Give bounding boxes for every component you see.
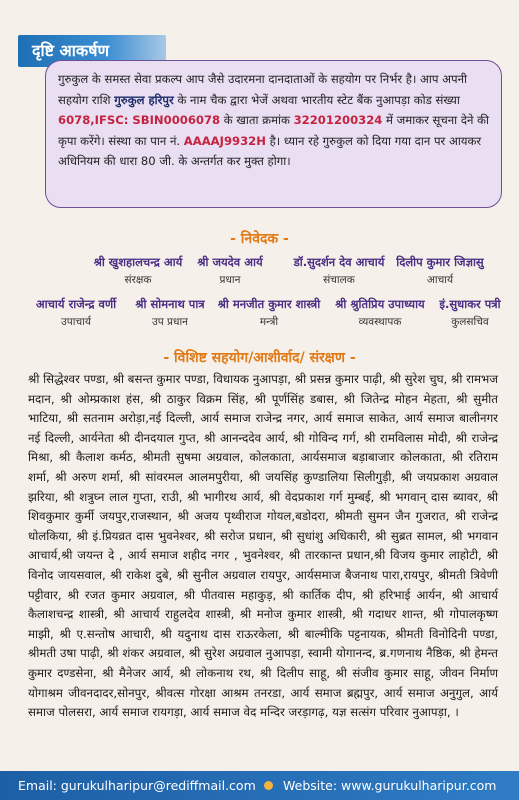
appeal-text-1: गुरुकुल के समस्त सेवा प्रकल्प आप जैसे उदारमना दानदाताओं के सहयोग पर निर्भर है। आप अपनी सहयोग राशि bbox=[58, 72, 468, 107]
signatory-role: संचालक bbox=[323, 274, 355, 286]
signatory-name: श्री जयदेव आर्य bbox=[197, 255, 263, 269]
appeal-text-2: के नाम चैक द्वारा भेजें अथवा भारतीय स्टेट बैंक नुआपड़ा कोड संख्या bbox=[173, 92, 460, 107]
appeal-payee: गुरुकुल हरिपुर bbox=[114, 92, 174, 107]
nivedak-heading: - निवेदक - bbox=[230, 231, 289, 247]
signatory-name: डॉ.सुदर्शन देव आचार्य bbox=[293, 255, 385, 269]
signatory bbox=[318, 297, 442, 329]
donation-appeal-box bbox=[45, 60, 502, 208]
signatory-name: श्री श्रुतिप्रिय उपाध्याय bbox=[335, 297, 425, 311]
signatory-role: मन्त्री bbox=[259, 316, 279, 328]
signatory-role: उपाचार्य bbox=[61, 316, 91, 328]
signatory-role: संरक्षक bbox=[124, 274, 152, 286]
appeal-pan: AAAAJ9932H bbox=[183, 133, 266, 148]
signatory-role: कुलसचिव bbox=[451, 316, 489, 328]
appeal-text-5: है। ध्यान रहे गुरुकुल को दिया गया दान पर आयकर अधिनियम की धारा 80 जी. के अन्तर्गत कर मुक्त होगा। bbox=[58, 133, 482, 168]
signatory-role: आचार्य bbox=[426, 274, 454, 286]
footer-email[interactable]: Email: gurukulharipur@rediffmail.com bbox=[18, 778, 256, 793]
signatory-name: श्री मनजीत कुमार शास्त्री bbox=[217, 297, 321, 311]
footer bbox=[0, 771, 519, 800]
vishisht-heading: - विशिष्ट सहयोग/आशीर्वाद/ संरक्षण - bbox=[163, 350, 356, 366]
signatory-name: श्री खुशहालचन्द्र आर्य bbox=[93, 255, 183, 269]
signatory bbox=[22, 297, 130, 329]
signatory-name: श्री सोमनाथ पात्र bbox=[135, 297, 205, 311]
footer-website[interactable]: Website: www.gurukulharipur.com bbox=[283, 778, 497, 793]
footer-separator-dot-icon bbox=[264, 781, 273, 790]
section-header-title: दृष्टि आकर्षण bbox=[32, 41, 110, 60]
signatory bbox=[180, 255, 280, 287]
signatory bbox=[378, 255, 502, 287]
signatory-name: दिलीप कुमार जिज्ञासु bbox=[396, 255, 484, 269]
appeal-text-4: में जमाकर सूचना देने की कृपा करेंगे। संस्था का पान नं. bbox=[58, 113, 490, 148]
signatory-name: इं.सुधाकर पत्री bbox=[439, 297, 501, 311]
appeal-text-3: के खाता क्रमांक bbox=[220, 113, 294, 127]
signatory bbox=[425, 297, 515, 329]
signatory bbox=[204, 297, 334, 329]
appeal-ifsc: 6078,IFSC: SBIN0006078 bbox=[58, 113, 221, 127]
signatory-role: प्रधान bbox=[219, 274, 241, 286]
appeal-account-number: 32201200324 bbox=[293, 113, 383, 127]
signatory-role: उप प्रधान bbox=[151, 316, 189, 328]
signatory-role: व्यवस्थापक bbox=[358, 316, 402, 328]
supporters-list: श्री सिद्धेश्वर पण्डा, श्री बसन्त कुमार पण्डा, विधायक नुआपड़ा, श्री प्रसन्न कुमार पाढ़ी, श्री सुरेश चुघ, श्री रामभज मदान, श्री ओम्प्रकाश हंस, श्री ठाकुर विक्रम सिंह, श्री पूर्णसिंह डबास, श्री जितेन्द्र मोहन मेहता, श्री सुमीत भाटिया, श्री सतनाम अरोड़ा,नई दिल्ली, आर्य समाज राजेन्द्र नगर, आर्य समाज साकेत, आर्य समाज बालीनगर नई दिल्ली, आर्यनेता श्री दीनदयाल गुप्त, श्री आनन्ददेव आर्य, श्री गोविन्द गर्ग, श्री रामविलास मोदी, श्री राजेन्द्र मिश्रा, श्री कैलाश कर्मठ, श्रीमती सुषमा अग्रवाल, कोलकाता, आर्यसमाज बड़ाबाजार कोलकाता, श्री रतिराम शर्मा, श्री अरुण शर्मा, श्री सांवरमल आलमपुरीया, श्री जयसिंह कुण्डालिया सिलीगुड़ी, श्री जयप्रकाश अग्रवाल झरिया, श्री शत्रुघ्न लाल गुप्ता, राउी, श्री भागीरथ आर्य, श्री वेदप्रकाश गर्ग मुम्बई, श्री भगवान् दास ब्यावर, श्री शिवकुमार कुर्मी जयपुर,राजस्थान, श्री अजय पृथ्वीराज गोयल,बडोदरा, श्रीमती सुमन जैन गुजरात, श्री राजेन्द्र धोलकिया, श्री इं.प्रियव्रत दास भुवनेश्वर, श्री सरोज प्रधान, श्री सुधांशु अधिकारी, श्री सुब्रत सामल, श्री भगवान आचार्य,श्री जयन्त दे , आर्य समाज शहीद नगर , भुवनेश्वर, श्री तारकान्त प्रधान,श्री विजय कुमार लाहोटी, श्री विनोद जायसवाल, श्री राकेश दुबे, श्री सुनील अग्रवाल रायपुर, आर्यसमाज बैजनाथ पारा,रायपुर, श्रीमती त्रिवेणी पट्टीवार, श्री रजत कुमार अग्रवाल, श्री पीतवास महाकुड़, श्री कार्तिक दीप, श्री हरिभाई आर्यन, श्री आचार्य कैलाशचन्द्र शास्त्री, श्री आचार्य राहुलदेव शास्त्री, श्री मनोज कुमार शास्त्री, श्री गदाधर शान्त, श्री गोपालकृष्ण माझी, श्री ए.सन्तोष आचारी, श्री यदुनाथ दास राऊरकेला, श्री बाल्मीकि पट्टनायक, श्रीमती विनोदिनी पण्डा, श्रीमती उषा पाढ़ी, श्री शंकर अग्रवाल, श्री सुरेश अग्रवाल नुआपड़ा, स्वामी योगानन्द, ब्र.गणनाथ नैष्ठिक, श्री हेमन्त कुमार दण्डसेना, श्री मैनेजर आर्य, श्री लोकनाथ रथ, श्री दिलीप साहू, श्री संजीव कुमार साहू, जीवन निर्माण योगाश्रम जीवनदादर,सोनपुर, श्रीवत्स गोरक्षा आश्रम तनरडा, आर्य समाज ब्रह्मपुर, आर्य समाज अनुगुल, आर्य समाज पोलसरा, आर्य समाज रायगड़ा, आर्य समाज वेद मन्दिर जरड़ागढ़, यज्ञ सत्संग परिवार नुआपड़ा, । bbox=[28, 372, 498, 720]
signatory-name: आचार्य राजेन्द्र वर्णी bbox=[35, 297, 117, 311]
